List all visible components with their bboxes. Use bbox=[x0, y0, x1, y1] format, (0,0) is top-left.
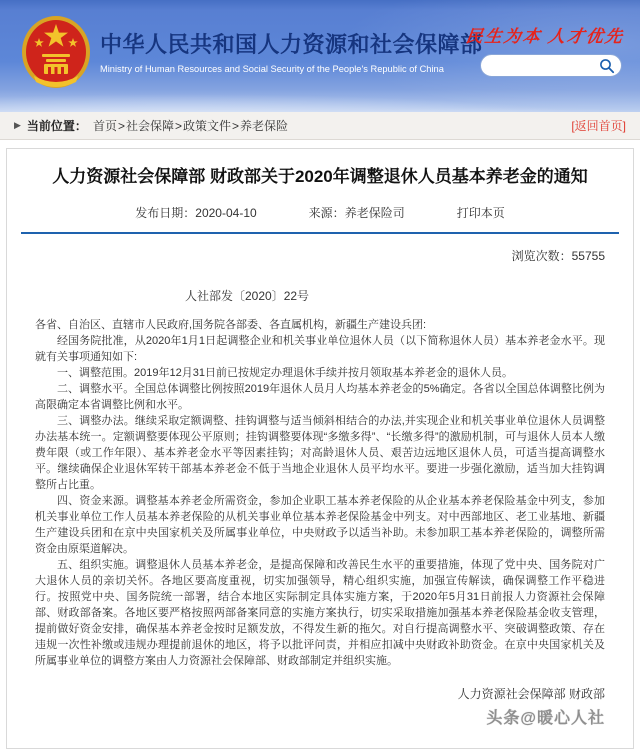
site-banner bbox=[0, 0, 640, 112]
view-count-label: 浏览次数： bbox=[511, 249, 572, 263]
watermark: 头条@暖心人社 bbox=[486, 710, 605, 727]
search-bar[interactable] bbox=[480, 54, 622, 77]
source-label: 来源： bbox=[308, 206, 345, 220]
search-input[interactable] bbox=[491, 60, 599, 72]
article-source bbox=[309, 204, 405, 221]
article-title: 人力资源社会保障部 财政部关于2020年调整退休人员基本养老金的通知 bbox=[52, 167, 588, 186]
print-page-link[interactable]: 打印本页 bbox=[456, 206, 505, 220]
breadcrumb-separator: > bbox=[232, 118, 240, 133]
search-button[interactable] bbox=[599, 58, 615, 74]
breadcrumb-label: 当前位置： bbox=[26, 119, 87, 133]
breadcrumb-item-home[interactable]: 首页 bbox=[92, 119, 117, 133]
breadcrumb-separator: > bbox=[174, 118, 182, 133]
view-count-value: 55755 bbox=[571, 249, 605, 263]
breadcrumb-separator: > bbox=[117, 118, 125, 133]
publish-date-label: 发布日期： bbox=[135, 206, 196, 220]
banner-slogan: 民生为本 人才优先 bbox=[464, 27, 626, 46]
breadcrumb-arrow-icon: ▶ bbox=[14, 120, 21, 130]
article-container bbox=[6, 148, 634, 749]
breadcrumb-item-social-security[interactable]: 社会保障 bbox=[125, 119, 174, 133]
return-home-link[interactable]: [返回首页] bbox=[571, 119, 626, 133]
article-body bbox=[35, 317, 605, 669]
title-divider bbox=[21, 232, 619, 234]
national-emblem-icon bbox=[20, 12, 92, 96]
source-value: 养老保险司 bbox=[344, 206, 405, 220]
paragraph-intro: 经国务院批准，从2020年1月1日起调整企业和机关事业单位退休人员（以下简称退休人员）基本养老金水平。现就有关事项通知如下: bbox=[35, 335, 605, 363]
search-icon bbox=[599, 58, 615, 74]
signature: 人力资源社会保障部 财政部 bbox=[457, 687, 605, 701]
paragraph-method: 三、调整办法。继续采取定额调整、挂钩调整与适当倾斜相结合的办法,并实现企业和机关事业单位退休人员调整办法基本统一。定额调整要体现公平原则；挂钩调整要体现“多缴多得”、“长缴多得”的激励机制，可与退休人员本人缴费年限（或工作年限）、基本养老金水平等因素挂钩；对高龄退休人员、艰苦边远地区退休人员，可适当提高调整水平。继续确保企业退休军转干部基本养老金不低于当地企业退休人员平均水平。要进一步强化激励，适当加大挂钩调整所占比重。 bbox=[35, 415, 605, 491]
publish-date-value: 2020-04-10 bbox=[195, 206, 257, 220]
breadcrumb-item-policy-documents[interactable]: 政策文件 bbox=[183, 119, 232, 133]
article-meta bbox=[35, 204, 605, 221]
paragraph-scope: 一、调整范围。2019年12月31日前已按规定办理退休手续并按月领取基本养老金的退休人员。 bbox=[57, 367, 513, 379]
document-number: 人社部发〔2020〕22号 bbox=[185, 289, 310, 303]
ministry-name-en: Ministry of Human Resources and Social Security of the People's Republic of China bbox=[100, 64, 444, 74]
paragraph-funding: 四、资金来源。调整基本养老金所需资金，参加企业职工基本养老保险的从企业基本养老保险基金中列支，参加机关事业单位工作人员基本养老保险的从机关事业单位基本养老保险基金中列支。对中西部地区、老工业基地、新疆生产建设兵团和在京中央国家机关及所属事业单位，中央财政予以适当补助。未参加职工基本养老保险的，调整所需资金由原渠道解决。 bbox=[35, 495, 605, 555]
paragraph-implementation: 五、组织实施。调整退休人员基本养老金，是提高保障和改善民生水平的重要措施，体现了党中央、国务院对广大退休人员的亲切关怀。各地区要高度重视，切实加强领导，精心组织实施，加强宣传解读，确保调整工作平稳进行。按照党中央、国务院统一部署，结合本地区实际制定具体实施方案，于2020年5月31日前报人力资源社会保障部、财政部备案。各地区要严格按照两部备案同意的实施方案执行，切实采取措施加强基本养老保险基金收支管理，提前做好资金安排，确保基本养老金按时足额发放，不得发生新的拖欠。对自行提高调整水平、突破调整政策、存在违规一次性补缴或违规办理提前退休的地区，将予以批评问责，并相应扣减中央财政补助资金。在京中央国家机关及所属事业单位的调整方案由人力资源社会保障部、财政部制定并组织实施。 bbox=[35, 559, 605, 667]
publish-date bbox=[135, 204, 256, 221]
breadcrumb-item-pension-insurance[interactable]: 养老保险 bbox=[240, 119, 289, 133]
view-count bbox=[35, 247, 605, 264]
breadcrumb-bar bbox=[0, 112, 640, 140]
ministry-title-block bbox=[100, 28, 483, 74]
salutation-paragraph: 各省、自治区、直辖市人民政府,国务院各部委、各直属机构，新疆生产建设兵团: bbox=[35, 319, 427, 331]
ministry-name-cn: 中华人民共和国人力资源和社会保障部 bbox=[100, 32, 483, 57]
paragraph-level: 二、调整水平。全国总体调整比例按照2019年退休人员月人均基本养老金的5%确定。各省以全国总体调整比例为高限确定本省调整比例和水平。 bbox=[35, 383, 605, 411]
